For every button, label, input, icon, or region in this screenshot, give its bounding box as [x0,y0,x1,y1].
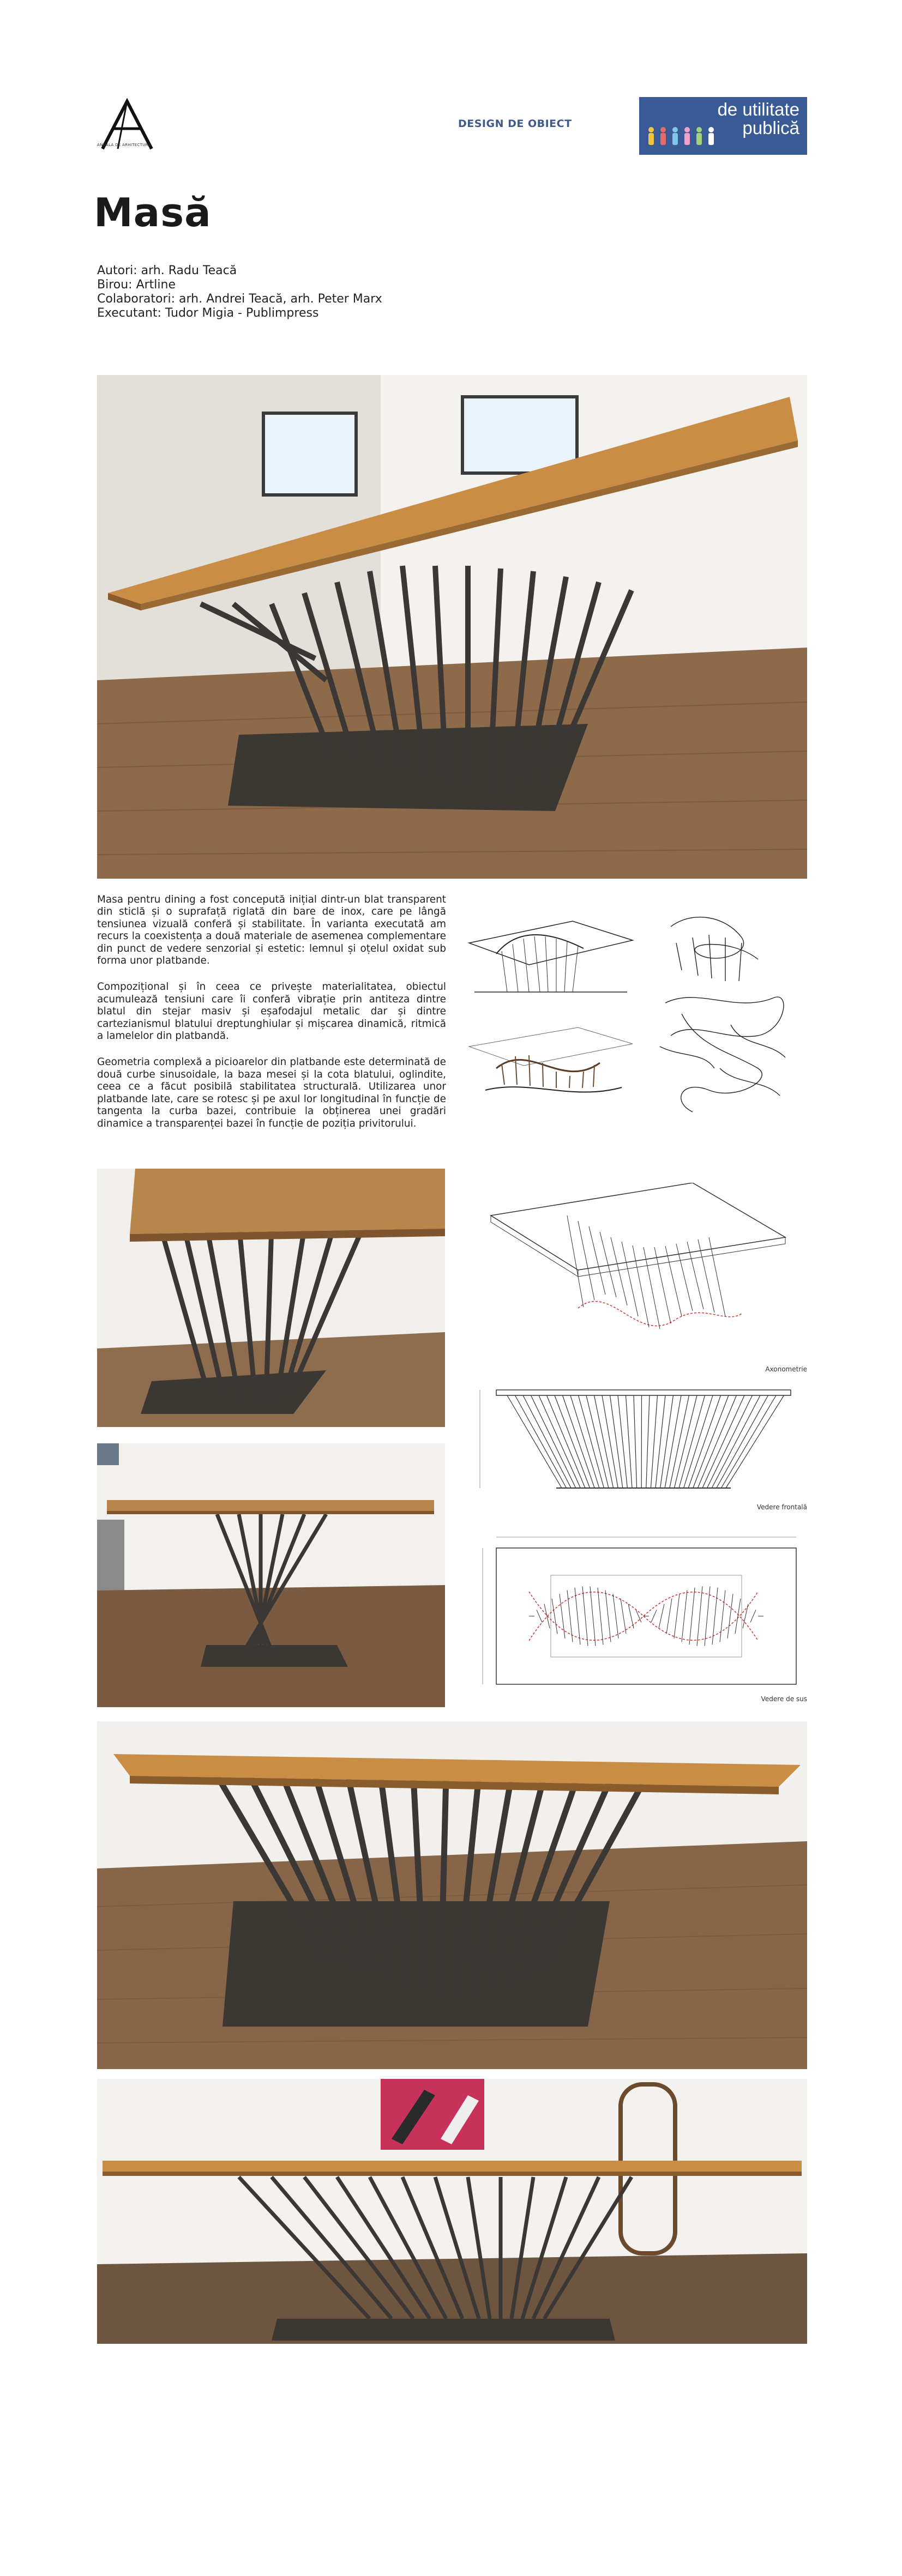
front-view-blade [634,1395,637,1488]
front-view-blade [594,1395,614,1488]
top-view-blade [743,1604,748,1629]
top-view-blade [544,1604,550,1629]
people-icons [646,125,722,147]
sketch-perspective-2 [464,1019,638,1106]
front-view-blade [688,1395,720,1488]
sketch-perspective-1 [464,910,638,1003]
badge-line2: publică [742,118,799,138]
front-view-blade [679,1395,705,1488]
top-view-blade [621,1599,626,1634]
hero-table-photo [97,375,807,879]
front-view-blade [618,1395,627,1488]
credit-office: Birou: Artline [97,278,176,292]
front-view-blade [660,1395,674,1488]
front-view-blade [712,1395,760,1488]
top-view-blade [689,1588,695,1645]
top-view-blade [567,1590,573,1642]
front-view-blade [626,1395,633,1488]
front-view-blade [697,1395,736,1488]
top-view-blade [651,1610,657,1623]
credits [97,264,382,321]
hand-sketches [649,905,802,1123]
top-view-blade [613,1594,618,1638]
top-view-caption: Vedere de sus [761,1695,807,1703]
top-view-blade [605,1590,611,1642]
axonometry-caption: Axonometrie [765,1365,807,1373]
logo-caption: ANUALA DE ARHITECTURA [97,143,151,147]
table-photo-front [97,2079,807,2344]
top-view-blade [674,1594,679,1638]
credit-authors: Autori: arh. Radu Teacă [97,264,237,277]
front-view-blade [579,1395,604,1488]
top-view-drawing [474,1526,802,1690]
top-view-blade [598,1588,603,1645]
front-view-blade [726,1395,784,1488]
top-view-blade [727,1594,733,1638]
top-view-blade [682,1590,687,1642]
anuala-logo-icon [97,97,157,157]
front-view-blade [651,1395,657,1488]
front-view-blade [656,1395,665,1488]
top-view-blade [750,1610,756,1623]
description-paragraph: Compozițional și în ceea ce privește materialitatea, obiectul acumulează tensiuni care îi conferă vibrație prin antiteza dintre blatul din stejar masiv și eșafodajul metalic dar și dintre cartezianismul blatului dreptunghiular și mișcarea dinamică, ritmică a lamelelor din platbandă. [97,981,446,1042]
front-view-blade [602,1395,618,1488]
front-view-blade [665,1395,681,1488]
top-view-blade [582,1586,588,1646]
top-view-blade [560,1594,565,1638]
publication-badge [639,97,807,155]
category-label: DESIGN DE OBIECT [458,118,572,130]
description-paragraph: Geometria complexă a picioarelor din platbande este determinată de două curbe sinusoidale, la baza mesei și la cota blatului, oglindite, ceea ce a făcut posibilă stabilitatea structurală. Utilizarea unor platbande late, care se rotesc și pe axul lor longitudinal în funcție de tangenta la curba bazei, contribuie la obținerea unei gradări dinamice a transparenței bazei în funcție de poziția privitorului. [97,1056,446,1129]
top-view-blade [590,1586,596,1646]
front-view-blade [547,1395,586,1488]
top-view-blade [697,1586,702,1646]
top-view-blade [735,1599,741,1634]
top-view-blade [659,1604,664,1629]
front-view-blade [523,1395,571,1488]
top-view-blade [705,1586,710,1646]
top-view-blade [666,1599,672,1634]
axonometry-drawing [485,1183,791,1357]
description [97,894,446,1144]
credit-executant: Executant: Tudor Migia - Publimpress [97,306,319,320]
front-view-drawing [474,1384,802,1499]
front-view-blade [515,1395,567,1488]
front-view-blade [670,1395,689,1488]
badge-line1: de utilitate [717,99,799,119]
page-title: Masă [94,190,212,235]
top-view-blade [537,1610,542,1623]
front-view-blade [646,1395,650,1488]
table-photo-wide [97,1721,807,2069]
top-view-blade [552,1599,557,1634]
front-view-blade [674,1395,697,1488]
description-paragraph: Masa pentru dining a fost concepută inițial dintr-un blat transparent din sticlă și o suprafață riglată din bare de inox, care pe lângă tensiunea vizuală conferă și stabilitate. În varianta executată am recurs la coexistența a două materiale de asemenea complementare din punct de vedere senzorial și estetic: lemnul și oțelul oxidat sub forma unor platbande. [97,894,446,967]
top-view-blade [575,1588,580,1645]
top-view-blade [720,1590,725,1642]
table-photo-side [97,1443,445,1707]
front-view-blade [717,1395,768,1488]
front-view-caption: Vedere frontală [756,1503,807,1511]
front-view-blade [610,1395,623,1488]
table-photo-detail [97,1169,445,1427]
credit-collaborators: Colaboratori: arh. Andrei Teacă, arh. Peter Marx [97,292,382,306]
